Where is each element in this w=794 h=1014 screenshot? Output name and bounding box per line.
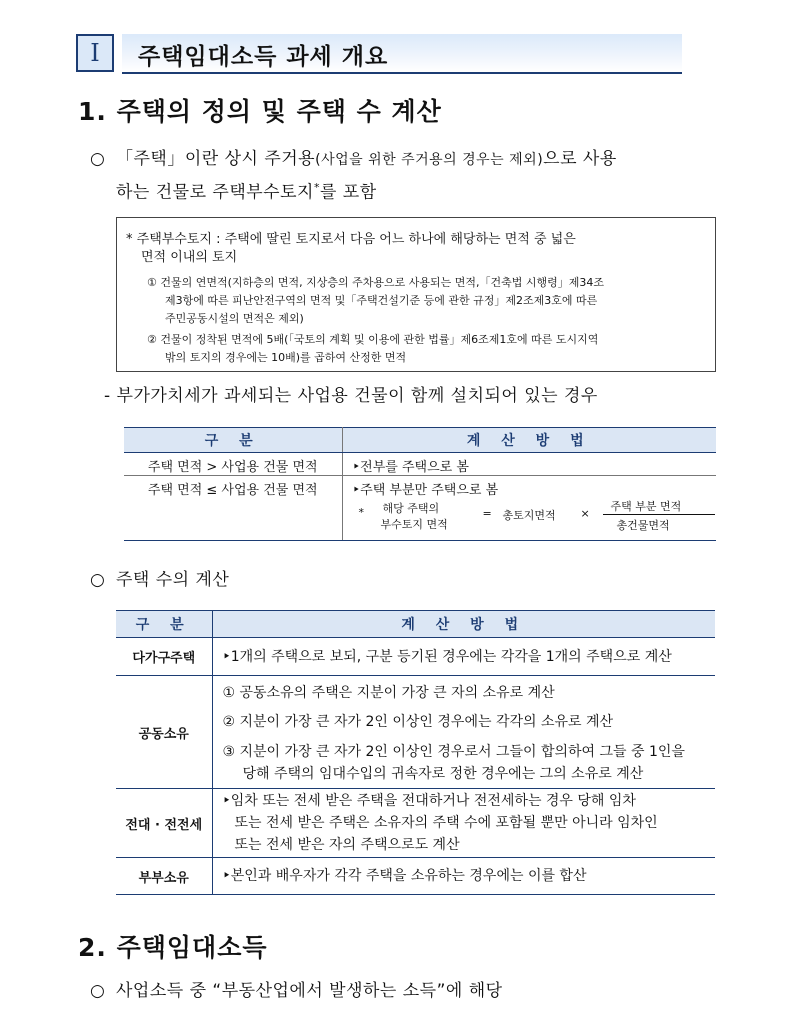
table-row xyxy=(116,789,715,858)
section1-bullet2 xyxy=(90,567,229,594)
note-item1-line1: ① 건물의 연면적(지하층의 면적, 지상층의 주차용으로 사용되는 면적,「건축법 시행령」제34조 xyxy=(147,276,605,289)
table1-cond: 주택 면적 > 사업용 건물 면적 xyxy=(124,453,342,476)
row-joint-line2: ② 지분이 가장 큰 자가 2인 이상인 경우에는 각각의 소유로 계산 xyxy=(222,714,614,730)
section1-title: 1. 주택의 정의 및 주택 수 계산 xyxy=(78,97,442,126)
row-key-joint: 공동소유 xyxy=(116,676,212,789)
section2-title: 2. 주택임대소득 xyxy=(78,933,268,962)
chapter-underline xyxy=(122,72,682,74)
bullet-mark: ○ xyxy=(90,149,106,169)
formula-star: * xyxy=(358,506,364,519)
row-sublease-line3: 또는 전세 받은 자의 주택으로도 계산 xyxy=(234,837,460,853)
table-row xyxy=(116,676,715,789)
note-item1-line2: 제3항에 따른 피난안전구역의 면적 및「주택건설기준 등에 관한 규정」제2조제3호에 따른 xyxy=(165,294,598,307)
section2-bullet-text: 사업소득 중 “부동산업에서 발생하는 소득”에 해당 xyxy=(116,981,503,1001)
footnote-box xyxy=(116,217,716,372)
bullet-mark: ○ xyxy=(90,570,106,590)
row-joint-line1: ① 공동소유의 주택은 지분이 가장 큰 자의 소유로 계산 xyxy=(222,685,555,701)
row-joint-line4: 당해 주택의 임대수입의 귀속자로 정한 경우에는 그의 소유로 계산 xyxy=(242,766,644,782)
dash-line: - 부가가치세가 과세되는 사업용 건물이 함께 설치되어 있는 경우 xyxy=(104,386,598,406)
row-couple-line1: ‣본인과 배우자가 각각 주택을 소유하는 경우에는 이를 합산 xyxy=(212,858,715,895)
note-line1: * 주택부수토지 : 주택에 딸린 토지로서 다음 어느 하나에 해당하는 면적 중 넓은 xyxy=(126,232,576,247)
table1-header-category: 구 분 xyxy=(124,428,342,453)
table1-header-method: 계 산 방 법 xyxy=(342,428,716,453)
formula-numerator: 주택 부분 면적 xyxy=(610,500,682,513)
formula-denominator: 총건물면적 xyxy=(616,519,670,532)
row-sublease-cell xyxy=(212,789,715,858)
table-row xyxy=(124,476,716,541)
formula-times: × xyxy=(580,507,590,520)
section2-bullet xyxy=(90,978,503,1005)
bullet1-line2-end: 를 포함 xyxy=(319,182,377,203)
row-joint-cell xyxy=(212,676,715,789)
formula-left-bottom: 부수토지 면적 xyxy=(380,518,448,531)
row-multi-line1: ‣1개의 주택으로 보되, 구분 등기된 경우에는 각각을 1개의 주택으로 계산 xyxy=(212,638,715,676)
chapter-title: 주택임대소득 과세 개요 xyxy=(138,44,389,70)
note-item2-line2: 밖의 토지의 경우에는 10배)를 곱하여 산정한 면적 xyxy=(165,351,407,364)
table2-header-method: 계 산 방 법 xyxy=(212,611,715,638)
table1-method-cell xyxy=(342,476,716,541)
house-count-table xyxy=(116,610,715,895)
bullet1-line1-main: 「주택」이란 상시 주거용 xyxy=(116,149,316,169)
note-item2-line1: ② 건물이 정착된 면적에 5배(「국토의 계획 및 이용에 관한 법률」제6조제1호에 따른 도시지역 xyxy=(147,333,599,346)
formula-total-land: 총토지면적 xyxy=(502,509,556,522)
area-formula xyxy=(353,498,717,538)
table-row xyxy=(116,858,715,895)
bullet1-line1-paren: (사업을 위한 주거용의 경우는 제외) xyxy=(315,152,544,168)
row-joint-line3: ③ 지분이 가장 큰 자가 2인 이상인 경우로서 그들이 합의하여 그들 중 1인을 xyxy=(222,744,685,760)
bullet-mark: ○ xyxy=(90,981,106,1001)
bullet1-line2: 하는 건물로 주택부수토지 xyxy=(116,182,314,203)
formula-left-top: 해당 주택의 xyxy=(382,502,440,515)
row-sublease-line2: 또는 전세 받은 주택은 소유자의 주택 수에 포함될 뿐만 아니라 임차인 xyxy=(234,815,658,831)
row-key-multi: 다가구주택 xyxy=(116,638,212,676)
bullet2-text: 주택 수의 계산 xyxy=(116,570,230,590)
footnote-marker: * xyxy=(313,181,320,194)
table-row xyxy=(124,453,716,476)
row-key-couple: 부부소유 xyxy=(116,858,212,895)
bullet1-line1-end: 으로 사용 xyxy=(543,149,617,169)
formula-equals: = xyxy=(482,507,492,520)
row-sublease-line1: ‣임차 또는 전세 받은 주택을 전대하거나 전전세하는 경우 당해 임차 xyxy=(222,793,636,809)
table1-method: ‣전부를 주택으로 봄 xyxy=(342,453,716,476)
formula-fraction-bar xyxy=(603,514,715,515)
table1-cond: 주택 면적 ≤ 사업용 건물 면적 xyxy=(124,476,342,541)
chapter-header xyxy=(76,34,682,74)
table1-method: ‣주택 부분만 주택으로 봄 xyxy=(352,483,499,498)
table-row xyxy=(116,638,715,676)
table2-header-category: 구 분 xyxy=(116,611,212,638)
chapter-number: I xyxy=(76,34,114,72)
row-key-sublease: 전대 · 전전세 xyxy=(116,789,212,858)
section1-bullet1 xyxy=(90,146,730,207)
area-calc-table xyxy=(124,427,716,541)
note-line2: 면적 이내의 토지 xyxy=(141,250,238,265)
note-item1-line3: 주민공동시설의 면적은 제외) xyxy=(165,312,304,325)
